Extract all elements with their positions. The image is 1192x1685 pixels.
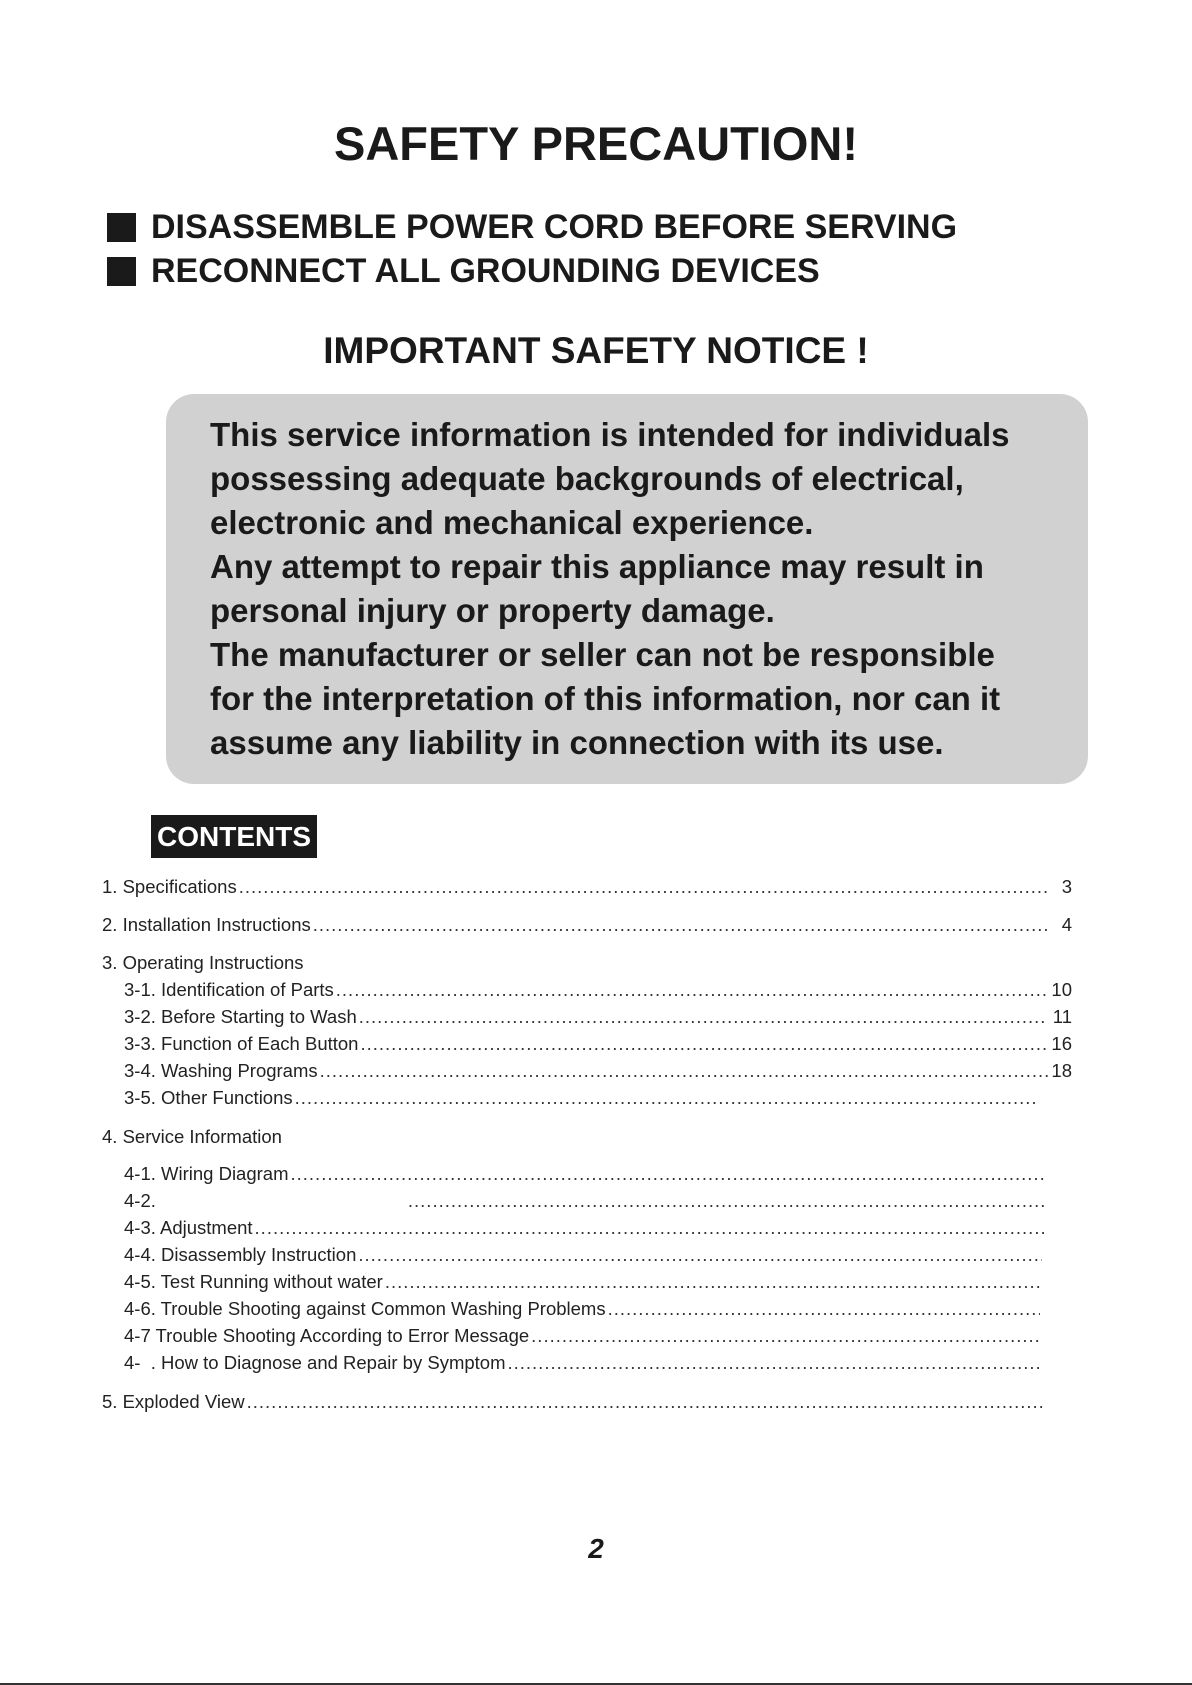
- toc-entry: [124, 1297, 1042, 1321]
- toc-leader: [336, 978, 1048, 1002]
- toc-label: 3-5. Other Functions: [124, 1087, 293, 1108]
- toc-label: 4-7 Trouble Shooting According to Error Message: [124, 1325, 530, 1346]
- toc-label: 4-4. Disassembly Instruction: [124, 1244, 357, 1265]
- toc-entry: [124, 1351, 1042, 1375]
- toc-label: 2. Installation Instructions: [102, 914, 311, 935]
- toc-leader: [320, 1059, 1048, 1083]
- toc-leader: [255, 1216, 1044, 1240]
- page-number: 2: [588, 1533, 604, 1564]
- toc-entry: [124, 1086, 1040, 1110]
- toc-leader: [291, 1162, 1045, 1186]
- toc-entry: [124, 1243, 1044, 1267]
- toc-page: 11: [1052, 1006, 1072, 1027]
- notice-line: assume any liability in connection with its use.: [210, 724, 944, 761]
- toc-leader: [295, 1086, 1038, 1110]
- toc-entry: [102, 875, 1072, 899]
- page-title: SAFETY PRECAUTION!: [334, 117, 858, 170]
- toc-label: 3-4. Washing Programs: [124, 1060, 318, 1081]
- toc-page: 16: [1051, 1033, 1072, 1054]
- toc-entry: [124, 1324, 1042, 1348]
- toc-entry: [102, 913, 1072, 937]
- toc-leader: [507, 1351, 1040, 1375]
- toc-leader: [531, 1324, 1040, 1348]
- toc-entry: [124, 1270, 1044, 1294]
- toc-label: 3-3. Function of Each Button: [124, 1033, 359, 1054]
- notice-line: This service information is intended for individuals: [210, 416, 1010, 453]
- toc-entry: [124, 1216, 1046, 1240]
- toc-entry: [124, 1162, 1046, 1186]
- toc-leader: [385, 1270, 1042, 1294]
- warning-text: RECONNECT ALL GROUNDING DEVICES: [151, 252, 820, 290]
- notice-heading: IMPORTANT SAFETY NOTICE !: [323, 330, 869, 371]
- warning-text: DISASSEMBLE POWER CORD BEFORE SERVING: [151, 208, 958, 246]
- notice-line: for the interpretation of this information, nor can it: [210, 680, 1001, 717]
- toc-page: 3: [1061, 876, 1072, 897]
- notice-line: electronic and mechanical experience.: [210, 504, 814, 541]
- toc-label: 3-2. Before Starting to Wash: [124, 1006, 357, 1027]
- toc-entry: [124, 1005, 1072, 1029]
- toc-leader: [359, 1005, 1048, 1029]
- notice-line: Any attempt to repair this appliance may result in: [210, 548, 984, 585]
- toc-label: 5. Exploded View: [102, 1391, 245, 1412]
- toc-section: [102, 1125, 1072, 1149]
- toc-leader: [247, 1390, 1042, 1414]
- contents-heading: CONTENTS: [151, 815, 317, 858]
- toc-leader: [313, 913, 1048, 937]
- toc-label: 4-1. Wiring Diagram: [124, 1163, 289, 1184]
- toc-page: 4: [1061, 914, 1072, 935]
- toc-label: 4. Service Information: [102, 1126, 282, 1147]
- toc-label: 4-2.: [124, 1190, 156, 1211]
- toc-leader: [608, 1297, 1040, 1321]
- toc-label: 1. Specifications: [102, 876, 237, 897]
- toc-entry: [124, 978, 1072, 1002]
- toc-label: 3. Operating Instructions: [102, 952, 304, 973]
- warning-item-power-cord: [107, 208, 957, 247]
- notice-line: The manufacturer or seller can not be responsible: [210, 636, 995, 673]
- warning-item-grounding: [107, 252, 820, 291]
- toc-page: 18: [1051, 1060, 1072, 1081]
- toc-label: 4- . How to Diagnose and Repair by Symptom: [124, 1352, 506, 1373]
- toc-label: 4-3. Adjustment: [124, 1217, 253, 1238]
- toc-entry: [124, 1059, 1072, 1083]
- toc-label: 4-5. Test Running without water: [124, 1271, 383, 1292]
- toc-entry: [124, 1032, 1072, 1056]
- toc-leader: [239, 875, 1048, 899]
- toc-entry: [124, 1189, 1046, 1213]
- safety-notice-box: [166, 394, 1088, 784]
- toc-label: 4-6. Trouble Shooting against Common Washing Problems: [124, 1298, 606, 1319]
- toc-label: 3-1. Identification of Parts: [124, 979, 334, 1000]
- notice-line: personal injury or property damage.: [210, 592, 775, 629]
- toc-page: 10: [1051, 979, 1072, 1000]
- toc-section: [102, 951, 1072, 975]
- black-square-bullet-icon: [107, 213, 136, 242]
- black-square-bullet-icon: [107, 257, 136, 286]
- toc-leader: [358, 1243, 1042, 1267]
- notice-line: possessing adequate backgrounds of electrical,: [210, 460, 964, 497]
- toc-leader: [360, 1032, 1048, 1056]
- toc-leader: [408, 1189, 1044, 1213]
- toc-entry: [102, 1390, 1044, 1414]
